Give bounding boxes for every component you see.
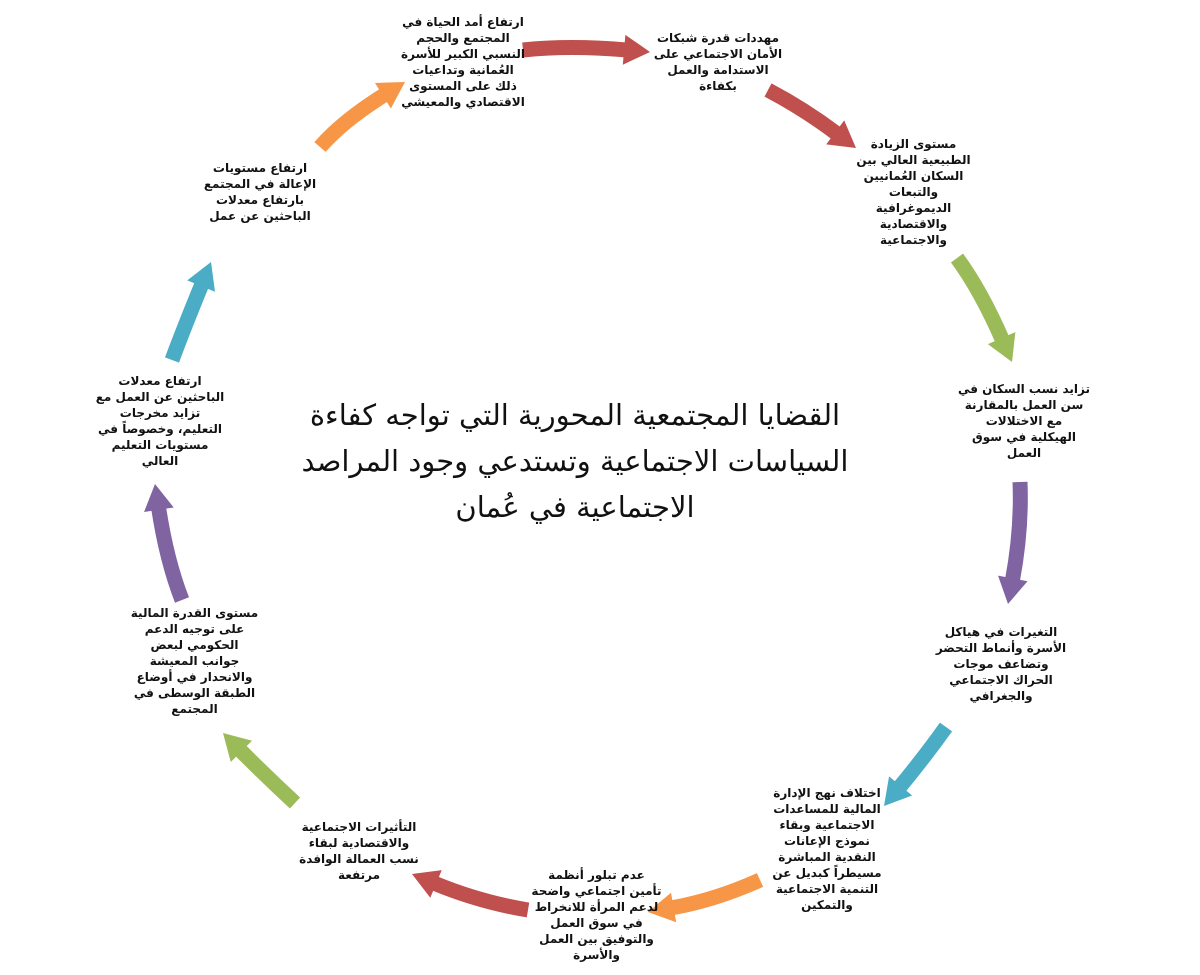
- arrow-shaft-4: [1012, 482, 1020, 580]
- arrow-shaft-6: [672, 880, 760, 908]
- arrow-shaft-11: [320, 95, 385, 147]
- node-family-structures: التغيرات في هياكل الأسرة وأنماط التحضر وتضاعف موجات الحراك الاجتماعي والجغرافي: [935, 625, 1067, 703]
- arrow-shaft-9: [159, 508, 182, 600]
- node-social-insurance: عدم تبلور أنظمة تأمين اجتماعي واضحة لدعم المرأة للانخراط في سوق العمل والتوفيق بين العمل والأسرة: [531, 868, 662, 962]
- node-financial-capacity: مستوى القدرة المالية على توجيه الدعم الحكومي لبعض جوانب المعيشة والانحدار في أوضاع الطبقة الوسطى في المجتمع: [130, 606, 259, 716]
- arrow-shaft-10: [172, 284, 202, 360]
- central-title: القضايا المجتمعية المحورية التي تواجه كفاءة السياسات الاجتماعية وتستدعي وجود المراصد الاجتماعية في عُمان: [301, 398, 849, 524]
- node-job-seekers: ارتفاع معدلات الباحثين عن العمل مع تزايد مخرجات التعليم، وخصوصاً في مستويات التعليم العالي: [95, 374, 225, 468]
- arrow-head-9: [144, 484, 174, 512]
- node-dependency: ارتفاع مستويات الإعالة في المجتمع بارتفاع معدلات الباحثين عن عمل: [203, 161, 317, 223]
- node-natural-increase: مستوى الزيادة الطبيعية العالي بين السكان العُمانيين والتبعات الديموغرافية والاقتصادية والاجتماعية: [856, 137, 971, 247]
- node-expatriate-labor: التأثيرات الاجتماعية والاقتصادية لبقاء نسب العمالة الوافدة مرتفعة: [299, 820, 419, 882]
- node-financial-management: اختلاف نهج الإدارة المالية للمساعدات الاجتماعية وبقاء نموذج الإعانات النقدية المباشرة مسيطراً كبديل عن التنمية الاجتماعية والتمكين: [772, 786, 882, 912]
- node-working-age: تزايد نسب السكان في سن العمل بالمقارنة مع الاختلالات الهيكلية في سوق العمل: [957, 382, 1091, 460]
- arrow-shaft-8: [240, 750, 295, 803]
- node-safety-nets: مهددات قدرة شبكات الأمان الاجتماعي على الاستدامة والعمل بكفاءة: [653, 31, 783, 93]
- node-life-expectancy: ارتفاع أمد الحياة في المجتمع والحجم النسبي الكبير للأسرة العُمانية وتداعيات ذلك على المستوى الاقتصادي والمعيشي: [401, 15, 525, 109]
- arrow-shaft-3: [957, 258, 1002, 340]
- arrow-head-4: [998, 576, 1027, 604]
- arrow-shaft-5: [899, 727, 946, 788]
- arrow-shaft-1: [523, 48, 626, 50]
- arrow-shaft-2: [768, 90, 837, 134]
